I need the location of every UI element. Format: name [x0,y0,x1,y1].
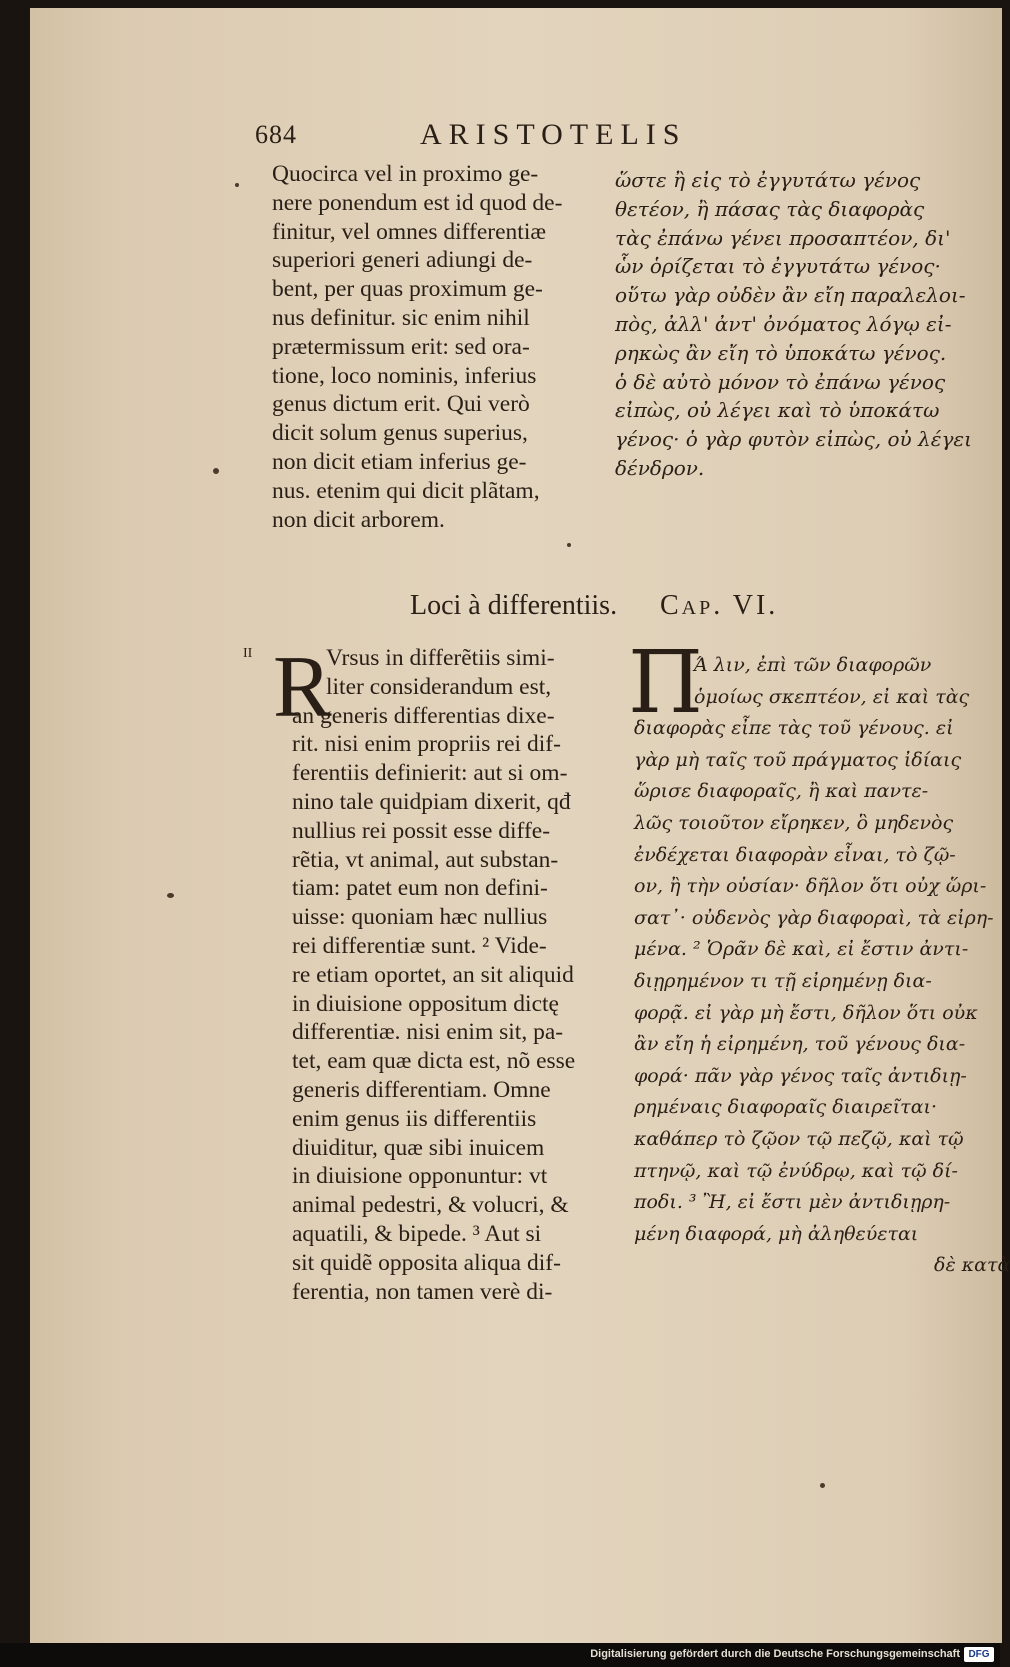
text-line: tet, eam quæ dicta est, nõ esse [292,1048,576,1075]
running-head: ARISTOTELIS [420,118,687,151]
text-line: dicit solum genus superius, [272,420,528,447]
text-line: nus. etenim qui dicit plãtam, [272,477,540,504]
page-header [255,120,800,160]
text-line: ὁμοίως σκεπτέον, εἰ καὶ τὰς [694,685,970,708]
text-line: Ά λιν, ἐπὶ τῶν διαφορῶν [694,654,932,676]
text-line: ον, ἢ τὴν οὐσίαν· δῆλον ὅτι οὐχ ὥρι- [634,875,987,898]
ink-speck [820,1483,825,1488]
text-line: Vrsus in differẽtiis simi- [326,645,555,671]
latin-text-main [292,644,592,1306]
text-line: οὕτω γὰρ οὐδὲν ἂν εἴη παραλελοι- [615,283,966,308]
text-line: φορά· πᾶν γὰρ γένος ταῖς ἀντιδιῃ- [634,1064,967,1087]
text-line: σατ᾽· οὐδενὸς γὰρ διαφοραὶ, τὰ εἰρη- [634,906,994,929]
text-line: nullius rei possit esse diffe- [292,817,551,844]
text-line: tione, loco nominis, inferius [272,362,537,389]
text-line: θετέον, ἢ πάσας τὰς διαφορὰς [615,196,925,221]
text-line: ρημέναις διαφοραῖς διαιρεῖται· [634,1096,938,1119]
greek-text-top [615,166,970,483]
text-line: καθάπερ τὸ ζῷον τῷ πεζῷ, καὶ τῷ [634,1127,964,1150]
text-line: διαφορὰς εἶπε τὰς τοῦ γένους. εἰ [634,717,954,740]
text-line: sit quidẽ opposita aliqua dif- [292,1249,561,1276]
text-line: εἰπὼς, οὐ λέγει καὶ τὸ ὑποκάτω [615,398,940,423]
chapter-label: Cap. VI. [660,590,779,621]
text-line: ὥστε ἢ εἰς τὸ ἐγγυτάτω γένος [615,168,921,192]
text-line: enim genus iis differentiis [292,1105,537,1132]
text-line: generis differentiam. Omne [292,1076,551,1103]
text-line: rei differentiæ sunt. ² Vide- [292,932,547,959]
text-line: ἐνδέχεται διαφορὰν εἶναι, τὸ ζῷ- [634,843,956,866]
text-line: ρηκὼς ἂν εἴη τὸ ὑποκάτω γένος. [615,340,947,365]
chapter-title: Loci à differentiis. [410,590,618,621]
greek-text-main [634,650,1010,1282]
text-line: nere ponendum est id quod de- [272,189,563,216]
text-line: ποδι. ³ Ἢ, εἰ ἔστι μὲν ἀντιδιῃρη- [634,1191,951,1214]
text-line: uisse: quoniam hæc nullius [292,904,548,931]
page-number: 684 [255,120,297,149]
text-line: rit. nisi enim propriis rei dif- [292,731,561,758]
text-line: μένη διαφορά, μὴ ἀληθεύεται [634,1222,919,1245]
footer-bar [0,1643,1000,1667]
ink-speck [213,468,219,474]
drop-cap-latin: R [273,639,332,736]
text-line: rẽtia, vt animal, aut substan- [292,846,559,873]
text-line: τὰς ἐπάνω γένει προσαπτέον, δι' [615,225,951,250]
margin-number: II [243,646,253,661]
ink-speck [567,543,571,547]
ink-speck [235,183,239,187]
text-line: δένδρον. [615,455,705,480]
text-line: an generis differentias dixe- [292,702,555,729]
text-line: ferentia, non tamen verè di- [292,1278,553,1305]
text-line: in diuisione oppositum dictę [292,990,559,1017]
text-line: μένα. ² Ὁρᾶν δὲ καὶ, εἰ ἔστιν ἀντι- [634,938,969,961]
text-line: ἂν εἴη ἡ εἰρημένη, τοῦ γένους δια- [634,1033,966,1056]
text-line: ὥρισε διαφοραῖς, ἢ καὶ παντε- [634,780,929,803]
text-line: animal pedestri, & volucri, & [292,1192,569,1219]
book-page [30,8,1010,1643]
text-line: liter considerandum est, [326,673,552,700]
text-line: ferentiis definierit: aut si om- [292,760,568,787]
drop-cap-greek: Π [628,633,703,733]
text-line: nino tale quidpiam dixerit, qđ [292,788,571,815]
text-line: γένος· ὁ γὰρ φυτὸν εἰπὼς, οὐ λέγει [615,427,972,452]
text-line: re etiam oportet, an sit aliquid [292,961,574,988]
text-line: λῶς τοιοῦτον εἴρηκεν, ὃ μηδενὸς [634,811,954,834]
text-line: prætermissum erit: sed ora- [272,333,530,360]
latin-text-top [272,160,582,534]
text-line: διῃρημένον τι τῇ εἰρημένῃ δια- [634,969,932,992]
text-line: φορᾷ. εἰ γὰρ μὴ ἔστι, δῆλον ὅτι οὐκ [634,1001,978,1024]
text-line: differentiæ. nisi enim sit, pa- [292,1019,564,1046]
text-line: in diuisione opponuntur: vt [292,1163,548,1190]
text-line: nus definitur. sic enim nihil [272,304,530,331]
dfg-logo: DFG [964,1647,994,1662]
text-line: πὸς, ἀλλ' ἀντ' ὀνόματος λόγῳ εἰ- [615,311,952,336]
text-line: superiori generi adiungi de- [272,247,533,274]
text-line: ὁ δὲ αὐτὸ μόνον τὸ ἐπάνω γένος [615,369,946,394]
text-line: πτηνῷ, καὶ τῷ ἐνύδρῳ, καὶ τῷ δί- [634,1159,958,1182]
ink-speck [167,893,174,898]
chapter-heading [410,590,830,630]
text-line: Quocirca vel in proximo ge- [272,161,539,187]
text-line: bent, per quas proximum ge- [272,276,543,303]
text-line: genus dictum erit. Qui verò [272,391,530,418]
text-line: finitur, vel omnes differentiæ [272,218,547,245]
text-line: aquatili, & bipede. ³ Aut si [292,1220,542,1247]
catchword: δὲ κατὰ [934,1254,1010,1277]
text-line: tiam: patet eum non defini- [292,875,548,902]
text-line: non dicit arborem. [272,506,445,533]
text-line: γὰρ μὴ ταῖς τοῦ πράγματος ἰδίαις [634,748,962,771]
text-line: non dicit etiam inferius ge- [272,448,527,475]
digitization-credit: Digitalisierung gefördert durch die Deutsche Forschungsgemeinschaft [590,1648,960,1660]
text-line: ὧν ὁρίζεται τὸ ἐγγυτάτω γένος· [615,254,941,279]
text-line: diuiditur, quæ sibi inuicem [292,1134,545,1161]
